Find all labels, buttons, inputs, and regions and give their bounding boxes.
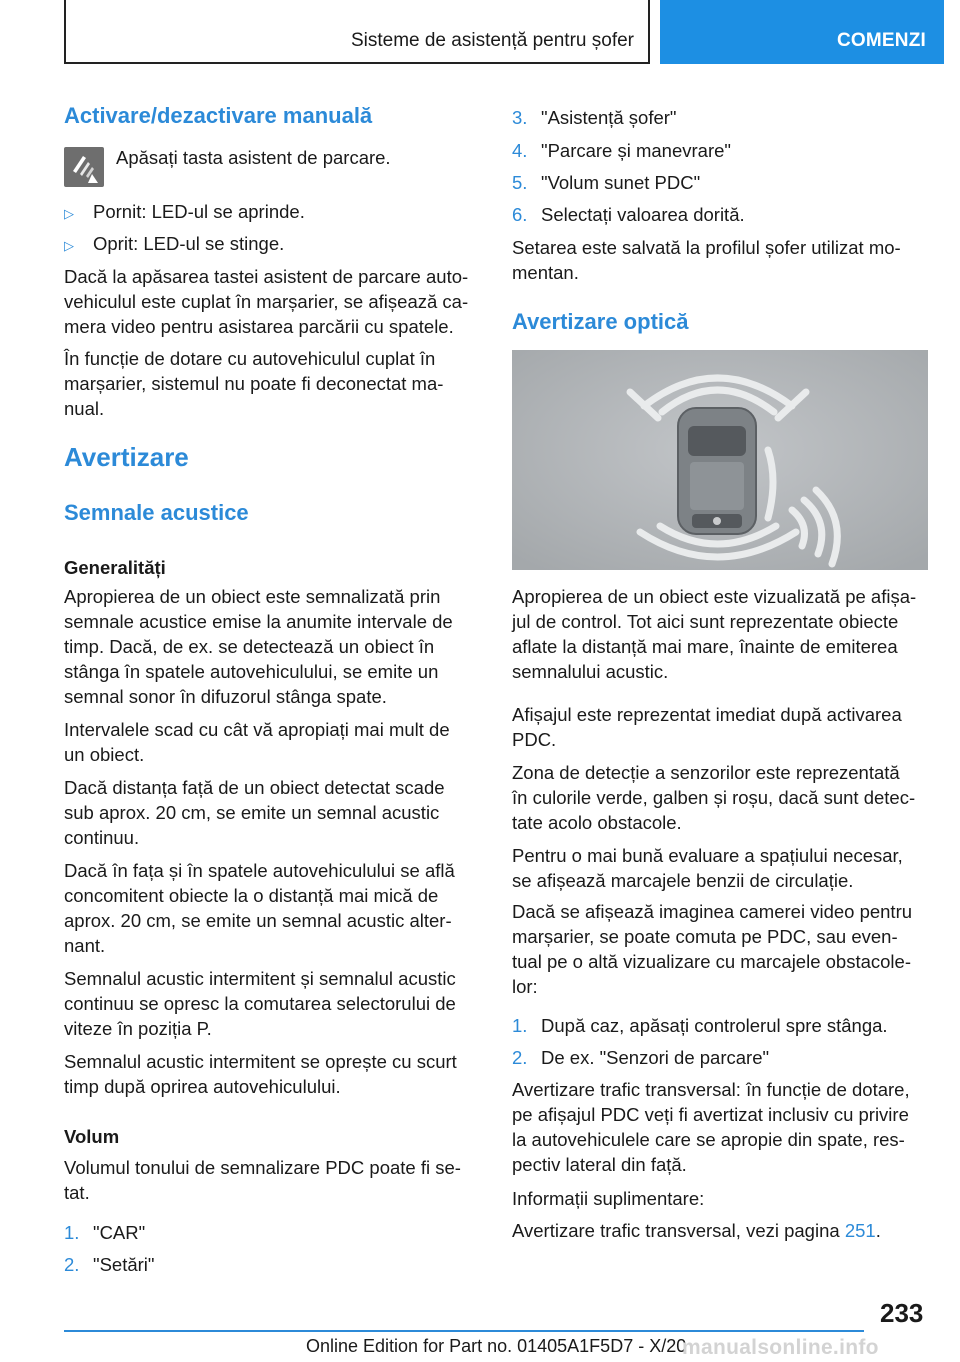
cross-reference: Avertizare trafic transversal, vezi pagina 251. [512, 1220, 881, 1241]
paragraph: Apropierea de un obiect este semnalizată prin semnale acustice emise la anumite intervale de timp. Dacă, de ex. se detectează un obiect în stânga în spatele autovehiculului, se emite un semnal sonor în difuzorul stânga spate. [64, 586, 453, 707]
chapter-tab[interactable] [660, 0, 944, 64]
paragraph: Setarea este salvată la profilul șofer utilizat mo- mentan. [512, 237, 901, 283]
paragraph: Afișajul este reprezentat imediat după activarea PDC. [512, 704, 902, 750]
header-frame [64, 0, 650, 64]
paragraph: Volumul tonului de semnalizare PDC poate fi se- tat. [64, 1157, 461, 1203]
page-link-251[interactable]: 251 [844, 1220, 876, 1241]
chapter-tab-label: COMENZI [836, 30, 926, 51]
heading-avertizare: Avertizare [64, 442, 189, 472]
triangle-bullet-icon: ▷ [64, 238, 74, 253]
paragraph: Dacă în fața și în spatele autovehiculului se află concomitent obiecte la o distanță mai mică de aprox. 20 cm, se emite un semnal acustic alter- nant. [64, 860, 455, 956]
heading-volum: Volum [64, 1126, 120, 1147]
pdc-display-illustration [512, 350, 928, 570]
section-title: Sisteme de asistență pentru șofer [350, 30, 634, 51]
heading-avertizare-optica: Avertizare optică [512, 309, 689, 334]
paragraph: Informații suplimentare: [512, 1188, 705, 1209]
edition-footer: Online Edition for Part no. 01405A1F5D7 - X/20 [306, 1336, 687, 1356]
heading-semnale-acustice: Semnale acustice [64, 500, 249, 525]
triangle-bullet-icon: ▷ [64, 206, 74, 221]
paragraph: În funcție de dotare cu autovehiculul cuplat în marșarier, sistemul nu poate fi deconectat ma- nual. [64, 348, 444, 419]
paragraph: Semnalul acustic intermitent se oprește cu scurt timp după oprirea autovehiculului. [64, 1051, 457, 1097]
paragraph: Dacă la apăsarea tastei asistent de parcare auto- vehiculul este cuplat în marșarier, se afișează ca- mera video pentru asistarea parcării cu spatele. [64, 266, 469, 337]
paragraph: Pentru o mai bună evaluare a spațiului necesar, se afișează marcajele benzii de circulație. [512, 845, 903, 891]
paragraph: Intervalele scad cu cât vă apropiați mai mult de un obiect. [64, 719, 450, 765]
paragraph: Apropierea de un obiect este vizualizată pe afișa- jul de control. Tot aici sunt reprezentate obiecte aflate la distanță mai mare, înainte de emiterea semnalului acustic. [512, 586, 917, 682]
pdc-parking-assist-icon [64, 147, 104, 187]
footer-divider [64, 1330, 864, 1332]
paragraph: Avertizare trafic transversal: în funcție de dotare, pe afișajul PDC veți fi avertizat inclusiv cu privire la autovehiculele care se apropie din spate, res- pectiv lateral din față. [512, 1079, 910, 1175]
icon-description: Apăsați tasta asistent de parcare. [116, 147, 391, 168]
paragraph: Dacă se afișează imaginea camerei video pentru marșarier, se poate comuta pe PDC, sau even- tual pe o altă vizualizare cu marcajele obstacole- lor: [512, 901, 913, 997]
watermark: manualsonline.info [682, 1336, 879, 1359]
heading-manual: Activare/dezactivare manuală [64, 103, 373, 128]
paragraph: Zona de detecție a senzorilor este reprezentată în culorile verde, galben și roșu, dacă sunt detec- tate acolo obstacole. [512, 762, 916, 833]
paragraph: Dacă distanța față de un obiect detectat scade sub aprox. 20 cm, se emite un semnal acustic continuu. [64, 777, 445, 848]
heading-generalitati: Generalități [64, 557, 166, 578]
paragraph: Semnalul acustic intermitent și semnalul acustic continuu se opresc la comutarea selectorului de viteze în poziția P. [64, 968, 456, 1039]
page-number: 233 [880, 1298, 924, 1328]
